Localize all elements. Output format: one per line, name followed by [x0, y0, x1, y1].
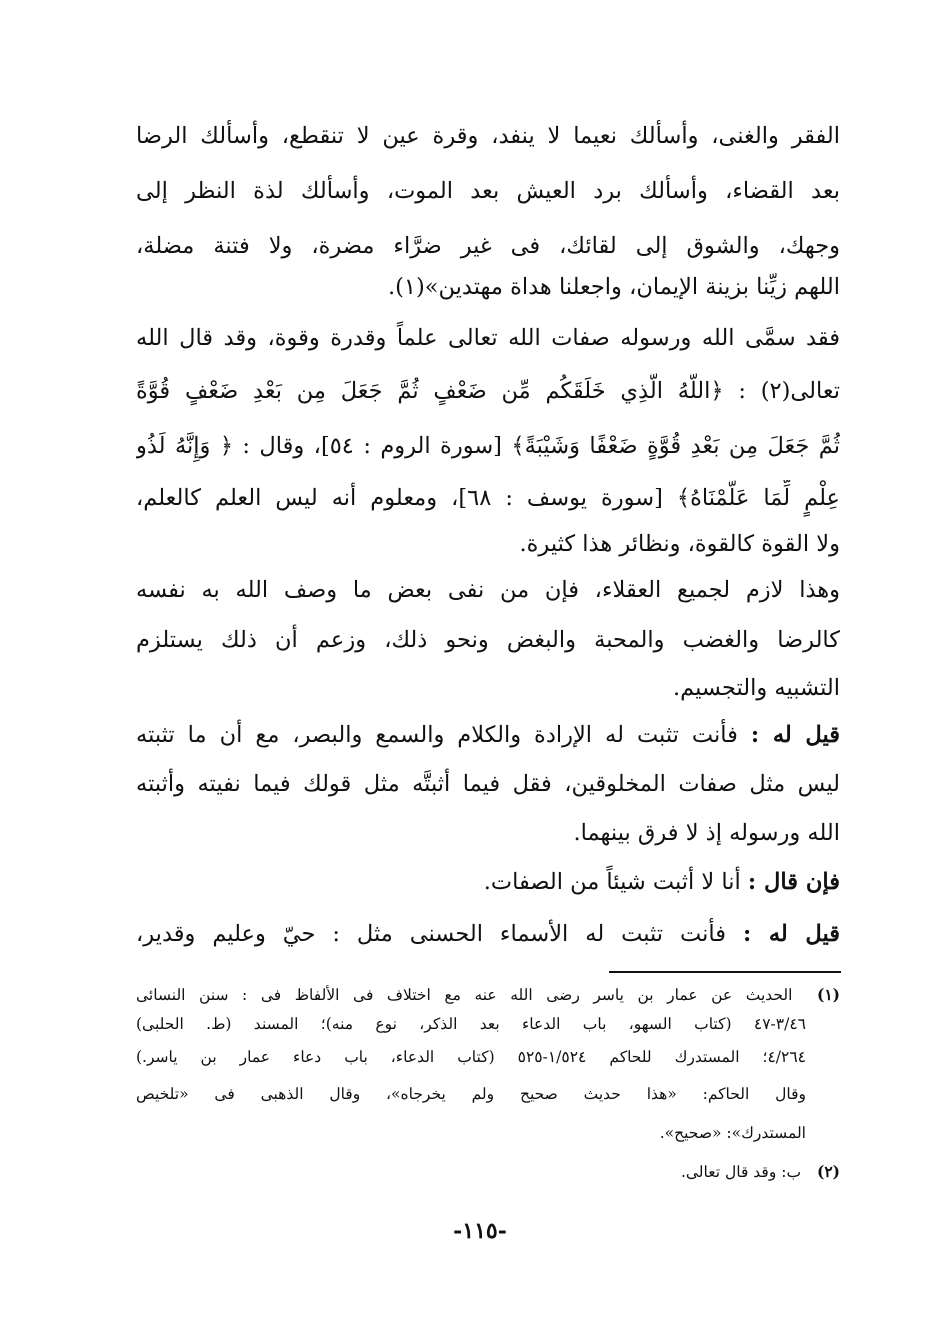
body-line-7: ثُمَّ جَعَلَ مِن بَعْدِ قُوَّةٍ ضَعْفًا وَشَيْبَةً﴾ [سورة الروم : ٥٤]، وقال : ﴿ وَإِنَّهُ لَذُو	[136, 433, 840, 459]
body-line-2: بعد القضاء، وأسألك برد العيش بعد الموت، وأسألك لذة النظر إلى	[136, 178, 840, 204]
footnote-separator	[609, 971, 841, 973]
body-line-9: ولا القوة كالقوة، ونظائر هذا كثيرة.	[519, 531, 840, 557]
body-line-1: الفقر والغنى، وأسألك نعيما لا ينفد، وقرة عين لا تنقطع، وأسألك الرضا	[136, 123, 840, 149]
footnote-1-line-2: ٣/٤٦-٤٧ (كتاب السهو، باب الدعاء بعد الذكر، نوع منه)؛ المسند (ط. الحلبى)	[136, 1015, 806, 1033]
body-line-10: وهذا لازم لجميع العقلاء، فإن من نفى بعض ما وصف الله به نفسه	[136, 577, 840, 603]
body-line-15: الله ورسوله إذ لا فرق بينهما.	[573, 820, 840, 846]
body-line-12: التشبيه والتجسيم.	[672, 675, 840, 701]
body-line-4: اللهم زيِّنا بزينة الإيمان، واجعلنا هداة مهتدين»(١).	[387, 274, 840, 300]
footnote-1-number: (١)	[816, 985, 840, 1004]
lead-fa-in-qal: فإن قال :	[747, 869, 840, 895]
body-line-5: فقد سمَّى الله ورسوله صفات الله تعالى علماً وقدرة وقوة، وقد قال الله	[136, 325, 840, 351]
page-number: -١١٥-	[453, 1218, 507, 1244]
body-line-17	[136, 916, 840, 956]
body-line-3: وجهك، والشوق إلى لقائك، فى غير ضرَّاء مضرة، ولا فتنة مضلة،	[136, 233, 840, 259]
body-line-16	[136, 864, 840, 904]
body-line-11: كالرضا والغضب والمحبة والبغض ونحو ذلك، وزعم أن ذلك يستلزم	[136, 627, 840, 653]
footnote-2-line	[136, 1159, 840, 1187]
footnote-1-line-4: وقال الحاكم: «هذا حديث صحيح ولم يخرجاه»، وقال الذهبى فى «تلخيص	[136, 1085, 806, 1103]
lead-qil-lahu-1: قيل له :	[750, 722, 840, 748]
footnote-1-line-1	[136, 982, 840, 1010]
body-line-13-text: فأنت تثبت له الإرادة والكلام والسمع والبصر، مع أن ما تثبته	[136, 722, 738, 748]
body-line-8: عِلْمٍ لِّمَا عَلَّمْنَاهُ﴾ [سورة يوسف : ٦٨]، ومعلوم أنه ليس العلم كالعلم،	[136, 485, 840, 511]
footnote-1-line-3: ٤/٢٦٤؛ المستدرك للحاكم ١/٥٢٤-٥٢٥ (كتاب الدعاء، باب دعاء عمار بن ياسر.)	[136, 1048, 806, 1066]
body-line-14: ليس مثل صفات المخلوقين، فقل فيما أثبتَّه مثل قولك فيما نفيته وأثبته	[136, 771, 840, 797]
body-line-16-text: أنا لا أثبت شيئاً من الصفات.	[483, 869, 741, 895]
body-line-6: تعالى(٢) : ﴿اللَّهُ الَّذِي خَلَقَكُم مِّن ضَعْفٍ ثُمَّ جَعَلَ مِن بَعْدِ ضَعْفٍ قُوَّةً	[136, 378, 840, 404]
body-line-17-text: فأنت تثبت له الأسماء الحسنى مثل : حيّ وعليم وقدير،	[136, 921, 726, 947]
body-line-13	[136, 717, 840, 757]
footnote-2-number: (٢)	[816, 1162, 840, 1181]
lead-qil-lahu-2: قيل له :	[742, 921, 840, 947]
footnote-1-text-1: الحديث عن عمار بن ياسر رضى الله عنه مع اختلاف فى الألفاظ فى : سنن النسائى	[136, 986, 793, 1004]
footnote-1-line-5: المستدرك»: «صحيح».	[659, 1124, 806, 1142]
footnote-2-text: ب: وقد قال تعالى.	[680, 1163, 802, 1181]
